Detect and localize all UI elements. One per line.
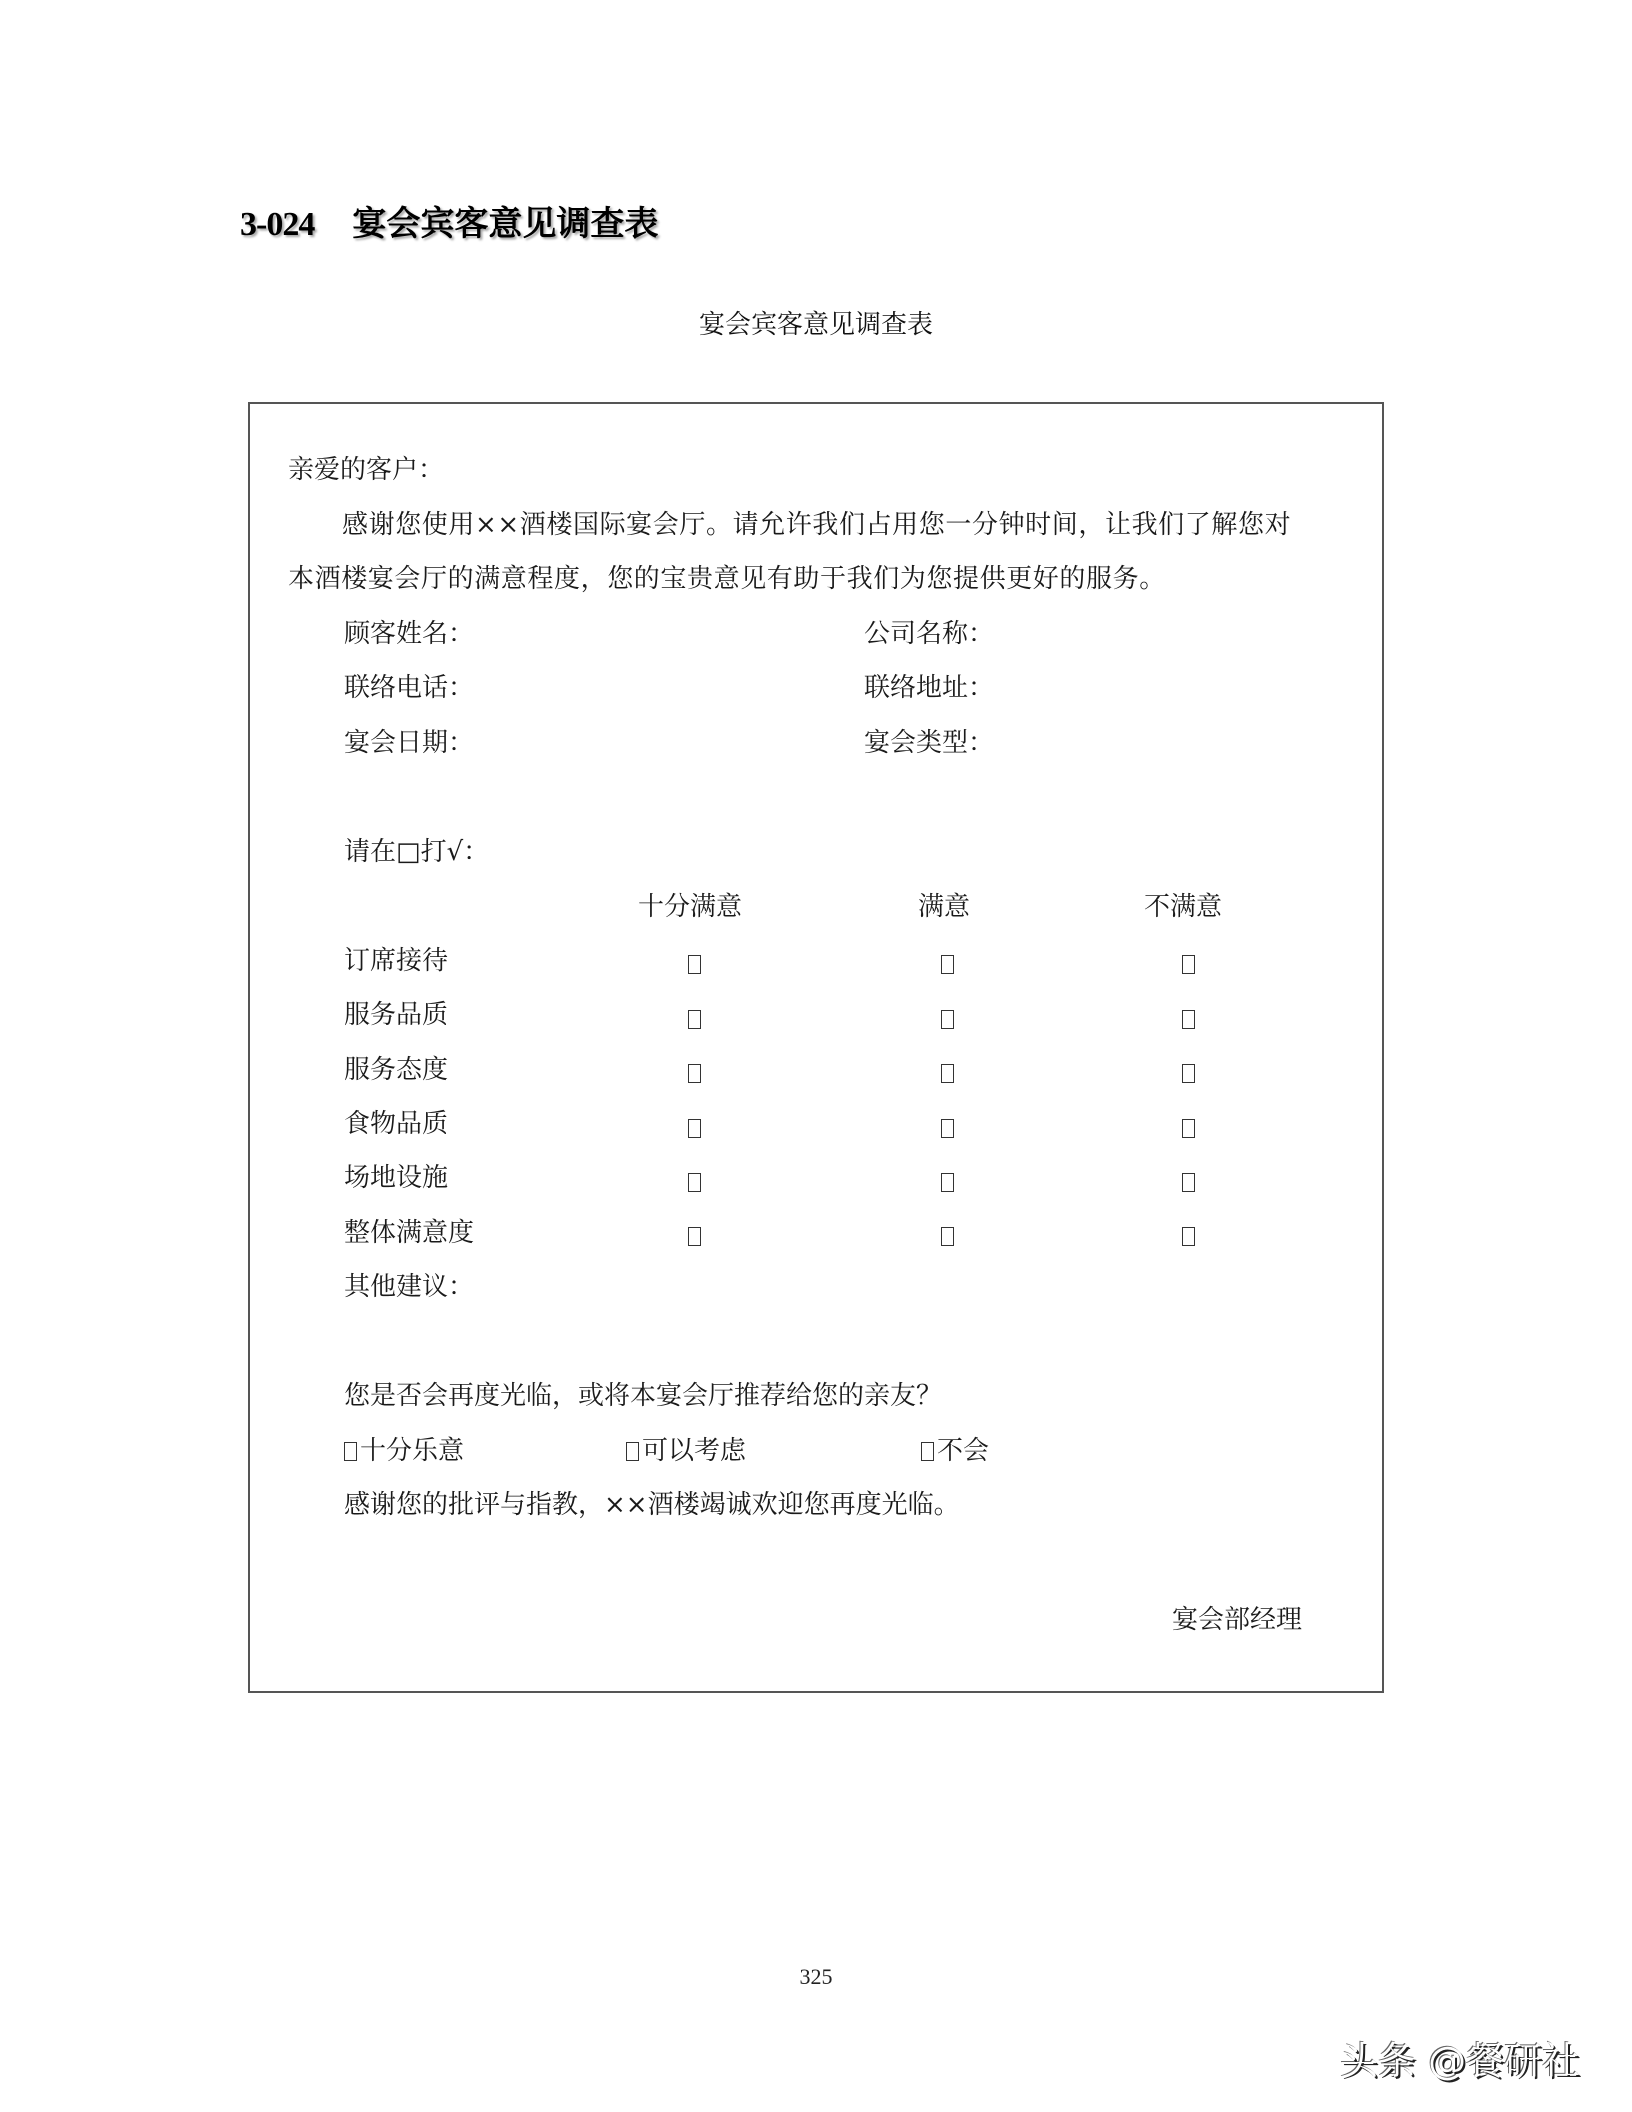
section-title: [240, 196, 658, 245]
field-label: 宴会类型：: [864, 728, 995, 758]
column-header-unsatisfied: 不满意: [1144, 892, 1223, 922]
other-suggestions-label: 其他建议：: [344, 1272, 475, 1302]
field-label: 联络电话：: [344, 673, 475, 703]
checkbox-very-satisfied[interactable]: [688, 1064, 701, 1083]
checkbox-very-satisfied[interactable]: [688, 1119, 701, 1138]
intro-line-1: 感谢您使用××酒楼国际宴会厅。请允许我们占用您一分钟时间，让我们了解您对: [342, 510, 1292, 540]
field-banquet-type[interactable]: [864, 728, 994, 758]
checkbox-very-satisfied[interactable]: [688, 1227, 701, 1246]
watermark: 头条 @餐研社: [1340, 2039, 1581, 2083]
checkbox-unsatisfied[interactable]: [1182, 955, 1195, 974]
option-label: 可以考虑: [642, 1436, 747, 1466]
intro-line-2: 本酒楼宴会厅的满意程度，您的宝贵意见有助于我们为您提供更好的服务。: [288, 564, 1166, 594]
field-label: 顾客姓名：: [344, 619, 475, 649]
revisit-option-very-willing[interactable]: [344, 1436, 464, 1466]
checkbox[interactable]: [344, 1442, 357, 1461]
option-label: 十分乐意: [360, 1436, 465, 1466]
field-contact-phone[interactable]: [344, 673, 474, 703]
field-label: 宴会日期：: [344, 728, 475, 758]
checkbox-satisfied[interactable]: [941, 1064, 954, 1083]
field-contact-address[interactable]: [864, 673, 994, 703]
checkbox-very-satisfied[interactable]: [688, 955, 701, 974]
closing-message: 感谢您的批评与指教，××酒楼竭诚欢迎您再度光临。: [344, 1490, 960, 1520]
checkbox[interactable]: [626, 1442, 639, 1461]
checkbox-satisfied[interactable]: [941, 955, 954, 974]
checkbox-satisfied[interactable]: [941, 1173, 954, 1192]
rating-row-label: 整体满意度: [344, 1218, 475, 1248]
rating-row-label: 服务品质: [344, 1000, 449, 1030]
checkbox-very-satisfied[interactable]: [688, 1173, 701, 1192]
section-title-text: 宴会宾客意见调查表: [352, 206, 659, 243]
greeting: 亲爱的客户：: [288, 455, 445, 485]
checkbox-unsatisfied[interactable]: [1182, 1064, 1195, 1083]
rating-row-label: 订席接待: [344, 946, 449, 976]
checkbox-instruction: 请在□打√：: [344, 837, 490, 867]
revisit-option-no[interactable]: [921, 1436, 989, 1466]
field-customer-name[interactable]: [344, 619, 474, 649]
field-company-name[interactable]: [864, 619, 994, 649]
checkbox-unsatisfied[interactable]: [1182, 1173, 1195, 1192]
field-banquet-date[interactable]: [344, 728, 474, 758]
checkbox-very-satisfied[interactable]: [688, 1010, 701, 1029]
form-heading: 宴会宾客意见调查表: [698, 310, 933, 340]
checkbox[interactable]: [921, 1442, 934, 1461]
signature: 宴会部经理: [1172, 1605, 1303, 1635]
checkbox-unsatisfied[interactable]: [1182, 1119, 1195, 1138]
column-header-very-satisfied: 十分满意: [638, 892, 743, 922]
rating-row-label: 食物品质: [344, 1109, 449, 1139]
column-header-satisfied: 满意: [918, 892, 971, 922]
checkbox-satisfied[interactable]: [941, 1227, 954, 1246]
field-label: 公司名称：: [864, 619, 995, 649]
checkbox-satisfied[interactable]: [941, 1119, 954, 1138]
checkbox-unsatisfied[interactable]: [1182, 1010, 1195, 1029]
checkbox-satisfied[interactable]: [941, 1010, 954, 1029]
rating-row-label: 服务态度: [344, 1055, 449, 1085]
option-label: 不会: [937, 1436, 990, 1466]
checkbox-unsatisfied[interactable]: [1182, 1227, 1195, 1246]
rating-row-label: 场地设施: [344, 1163, 449, 1193]
field-label: 联络地址：: [864, 673, 995, 703]
page-number: 325: [799, 1964, 833, 1989]
revisit-question: 您是否会再度光临，或将本宴会厅推荐给您的亲友？: [344, 1381, 943, 1411]
revisit-option-consider[interactable]: [626, 1436, 746, 1466]
section-number: 3-024: [240, 206, 315, 243]
